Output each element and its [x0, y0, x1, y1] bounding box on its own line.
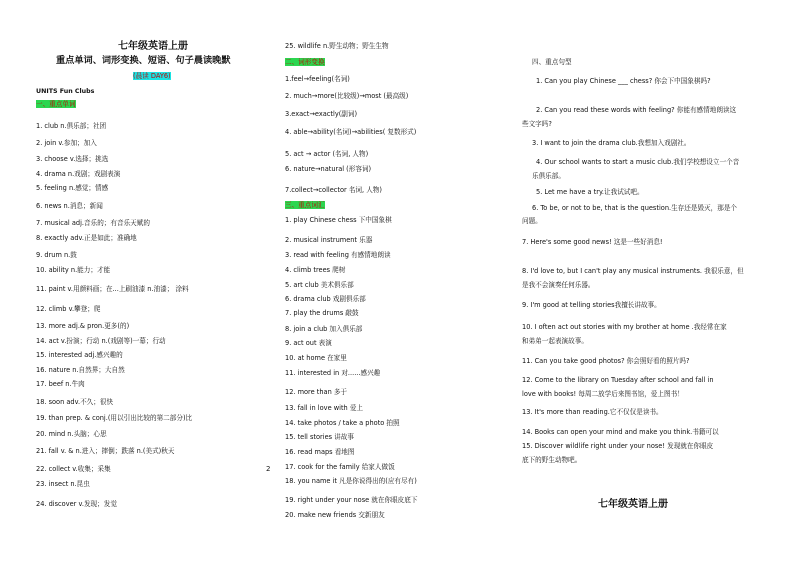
list-item: 2. much→more(比较级)→most (最高级) — [285, 92, 409, 100]
section-heading-forms — [285, 58, 325, 67]
section-heading-sentences: 四、重点句型 — [532, 58, 572, 66]
list-item: 底下的野生动物吧。 — [522, 456, 582, 464]
list-item: 乐俱乐部。 — [532, 172, 565, 180]
list-item: 5. art club 美术俱乐部 — [285, 281, 354, 289]
list-item: 7. Here's some good news! 这是一些好消息! — [522, 238, 663, 246]
doc-subtitle: 重点单词、词形变换、短语、句子晨读晚默 — [56, 55, 231, 66]
list-item: 18. soon adv.不久；很快 — [36, 398, 114, 406]
page-number: 2 — [266, 465, 271, 473]
list-item: 11. paint v.用颜料画；在...上刷油漆 n.油漆； 涂料 — [36, 285, 189, 293]
day-tag — [133, 72, 171, 81]
list-item: 23. insect n.昆虫 — [36, 480, 90, 488]
list-item: 12. Come to the library on Tuesday after school and fall in — [522, 376, 714, 384]
list-item: 7. musical adj.音乐的；有音乐天赋的 — [36, 219, 150, 227]
list-item: 2. Can you read these words with feeling? 你能有感情地朗读这 — [536, 106, 737, 114]
list-item: 3. choose v.选择；挑选 — [36, 155, 109, 163]
list-item: 4. climb trees 爬树 — [285, 266, 346, 274]
list-item: 9. act out 表演 — [285, 339, 332, 347]
section-heading-phrases-label: 三、重点词汇 — [285, 201, 325, 209]
list-item: 8. join a club 加入俱乐部 — [285, 325, 363, 333]
list-item: 14. take photos / take a photo 拍照 — [285, 419, 400, 427]
list-item: 6. nature→natural (形容词) — [285, 165, 372, 173]
list-item: 9. I'm good at telling stories我擅长讲故事。 — [522, 301, 661, 309]
list-item: love with books! 每周二放学后来图书馆，爱上图书！ — [522, 390, 684, 398]
list-item: 10. I often act out stories with my brother at home .我经常在家 — [522, 323, 727, 331]
list-item: 20. make new friends 交新朋友 — [285, 511, 385, 519]
list-item: 5. act → actor (名词, 人物) — [285, 150, 369, 158]
list-item: 1.feel→feeling(名词) — [285, 75, 350, 83]
list-item: 18. you name it 凡是你说得出的(应有尽有) — [285, 477, 417, 485]
section-heading-forms-label: 二、词形变换 — [285, 58, 325, 66]
list-item: 7. play the drums 敲鼓 — [285, 309, 359, 317]
list-item: 22. collect v.收集；采集 — [36, 465, 111, 473]
list-item: 1. play Chinese chess 下中国象棋 — [285, 216, 392, 224]
list-item: 13. It's more than reading.它不仅仅是读书。 — [522, 408, 663, 416]
list-item: 16. nature n.自然界；大自然 — [36, 366, 125, 374]
list-item: 5. feeling n.感觉；情感 — [36, 184, 109, 192]
list-item: 16. read maps 看地图 — [285, 448, 355, 456]
list-item: 8. exactly adv.正是如此；准确地 — [36, 234, 137, 242]
list-item: 10. at home 在家里 — [285, 354, 347, 362]
list-item: 12. more than 多于 — [285, 388, 348, 396]
section-heading-phrases — [285, 201, 325, 210]
list-item: 4. able→ability(名词)→abilities( 复数形式) — [285, 128, 417, 136]
list-item: 19. than prep. & conj.(用以引出比较的第二部分)比 — [36, 414, 193, 422]
list-item: 2. musical instrument 乐器 — [285, 236, 373, 244]
list-item: 25. wildlife n.野生动物；野生生物 — [285, 42, 389, 50]
list-item: 6. news n.消息；新闻 — [36, 202, 103, 210]
doc-title: 七年级英语上册 — [118, 41, 188, 52]
list-item: 15. interested adj.感兴趣的 — [36, 351, 123, 359]
list-item: 2. join v.参加；加入 — [36, 139, 97, 147]
list-item: 4. Our school wants to start a music club.我们学校想设立一个音 — [536, 158, 740, 166]
list-item: 15. Discover wildlife right under your nose! 发现就在你眼皮 — [522, 442, 714, 450]
list-item: 17. beef n.牛肉 — [36, 380, 85, 388]
list-item: 问题。 — [522, 217, 542, 225]
list-item: 6. To be, or not to be, that is the question.生存还是毁灭，那是个 — [532, 204, 738, 212]
list-item: 7.collect→collector 名词, 人物) — [285, 186, 382, 194]
list-item: 10. ability n.能力；才能 — [36, 266, 111, 274]
list-item: 19. right under your nose 就在你眼皮底下 — [285, 496, 418, 504]
list-item: 13. fall in love with 爱上 — [285, 404, 364, 412]
list-item: 9. drum n.鼓 — [36, 251, 77, 259]
list-item: 14. act v.扮演；行动 n.(戏剧等)一幕；行动 — [36, 337, 166, 345]
list-item: 8. I'd love to, but I can't play any musical instruments. 我很乐意，但 — [522, 267, 744, 275]
list-item: 17. cook for the family 给家人做饭 — [285, 463, 395, 471]
list-item: 1. Can you play Chinese ___ chess? 你会下中国象棋吗? — [536, 77, 711, 85]
list-item: 和弟弟一起表演故事。 — [522, 337, 588, 345]
list-item: 21. fall v. & n.进入；摔倒；跌落 n.(美式)秋天 — [36, 447, 175, 455]
list-item: 15. tell stories 讲故事 — [285, 433, 354, 441]
list-item: 1. club n.俱乐部；社团 — [36, 122, 107, 130]
list-item: 12. climb v.攀登；爬 — [36, 305, 101, 313]
list-item: 11. Can you take good photos? 你会照好看的照片吗? — [522, 357, 690, 365]
list-item: 3. I want to join the drama club.我想加入戏剧社。 — [532, 139, 691, 147]
list-item: 13. more adj.& pron.更多(的) — [36, 322, 130, 330]
day-tag-label: (晨读 DAY6) — [133, 72, 171, 80]
section-heading-words — [36, 100, 76, 109]
list-item: 11. interested in 对......感兴趣 — [285, 369, 381, 377]
section-heading-words-label: 一、重点单词 — [36, 100, 76, 108]
list-item: 是我不会演奏任何乐器。 — [522, 281, 595, 289]
list-item: 20. mind n.头脑；心思 — [36, 430, 107, 438]
list-item: 14. Books can open your mind and make you think.书籍可以 — [522, 428, 719, 436]
list-item: 些文字吗? — [522, 120, 552, 128]
list-item: 6. drama club 戏剧俱乐部 — [285, 295, 366, 303]
list-item: 3. read with feeling 有感情地朗读 — [285, 251, 391, 259]
list-item: 5. Let me have a try.让我试试吧。 — [536, 188, 644, 196]
list-item: 3.exact→exactly(副词) — [285, 110, 358, 118]
list-item: 24. discover v.发现；发觉 — [36, 500, 117, 508]
unit-heading: UNITS Fun Clubs — [36, 88, 95, 95]
footer-title: 七年级英语上册 — [598, 499, 668, 510]
list-item: 4. drama n.戏剧；戏剧表演 — [36, 170, 121, 178]
